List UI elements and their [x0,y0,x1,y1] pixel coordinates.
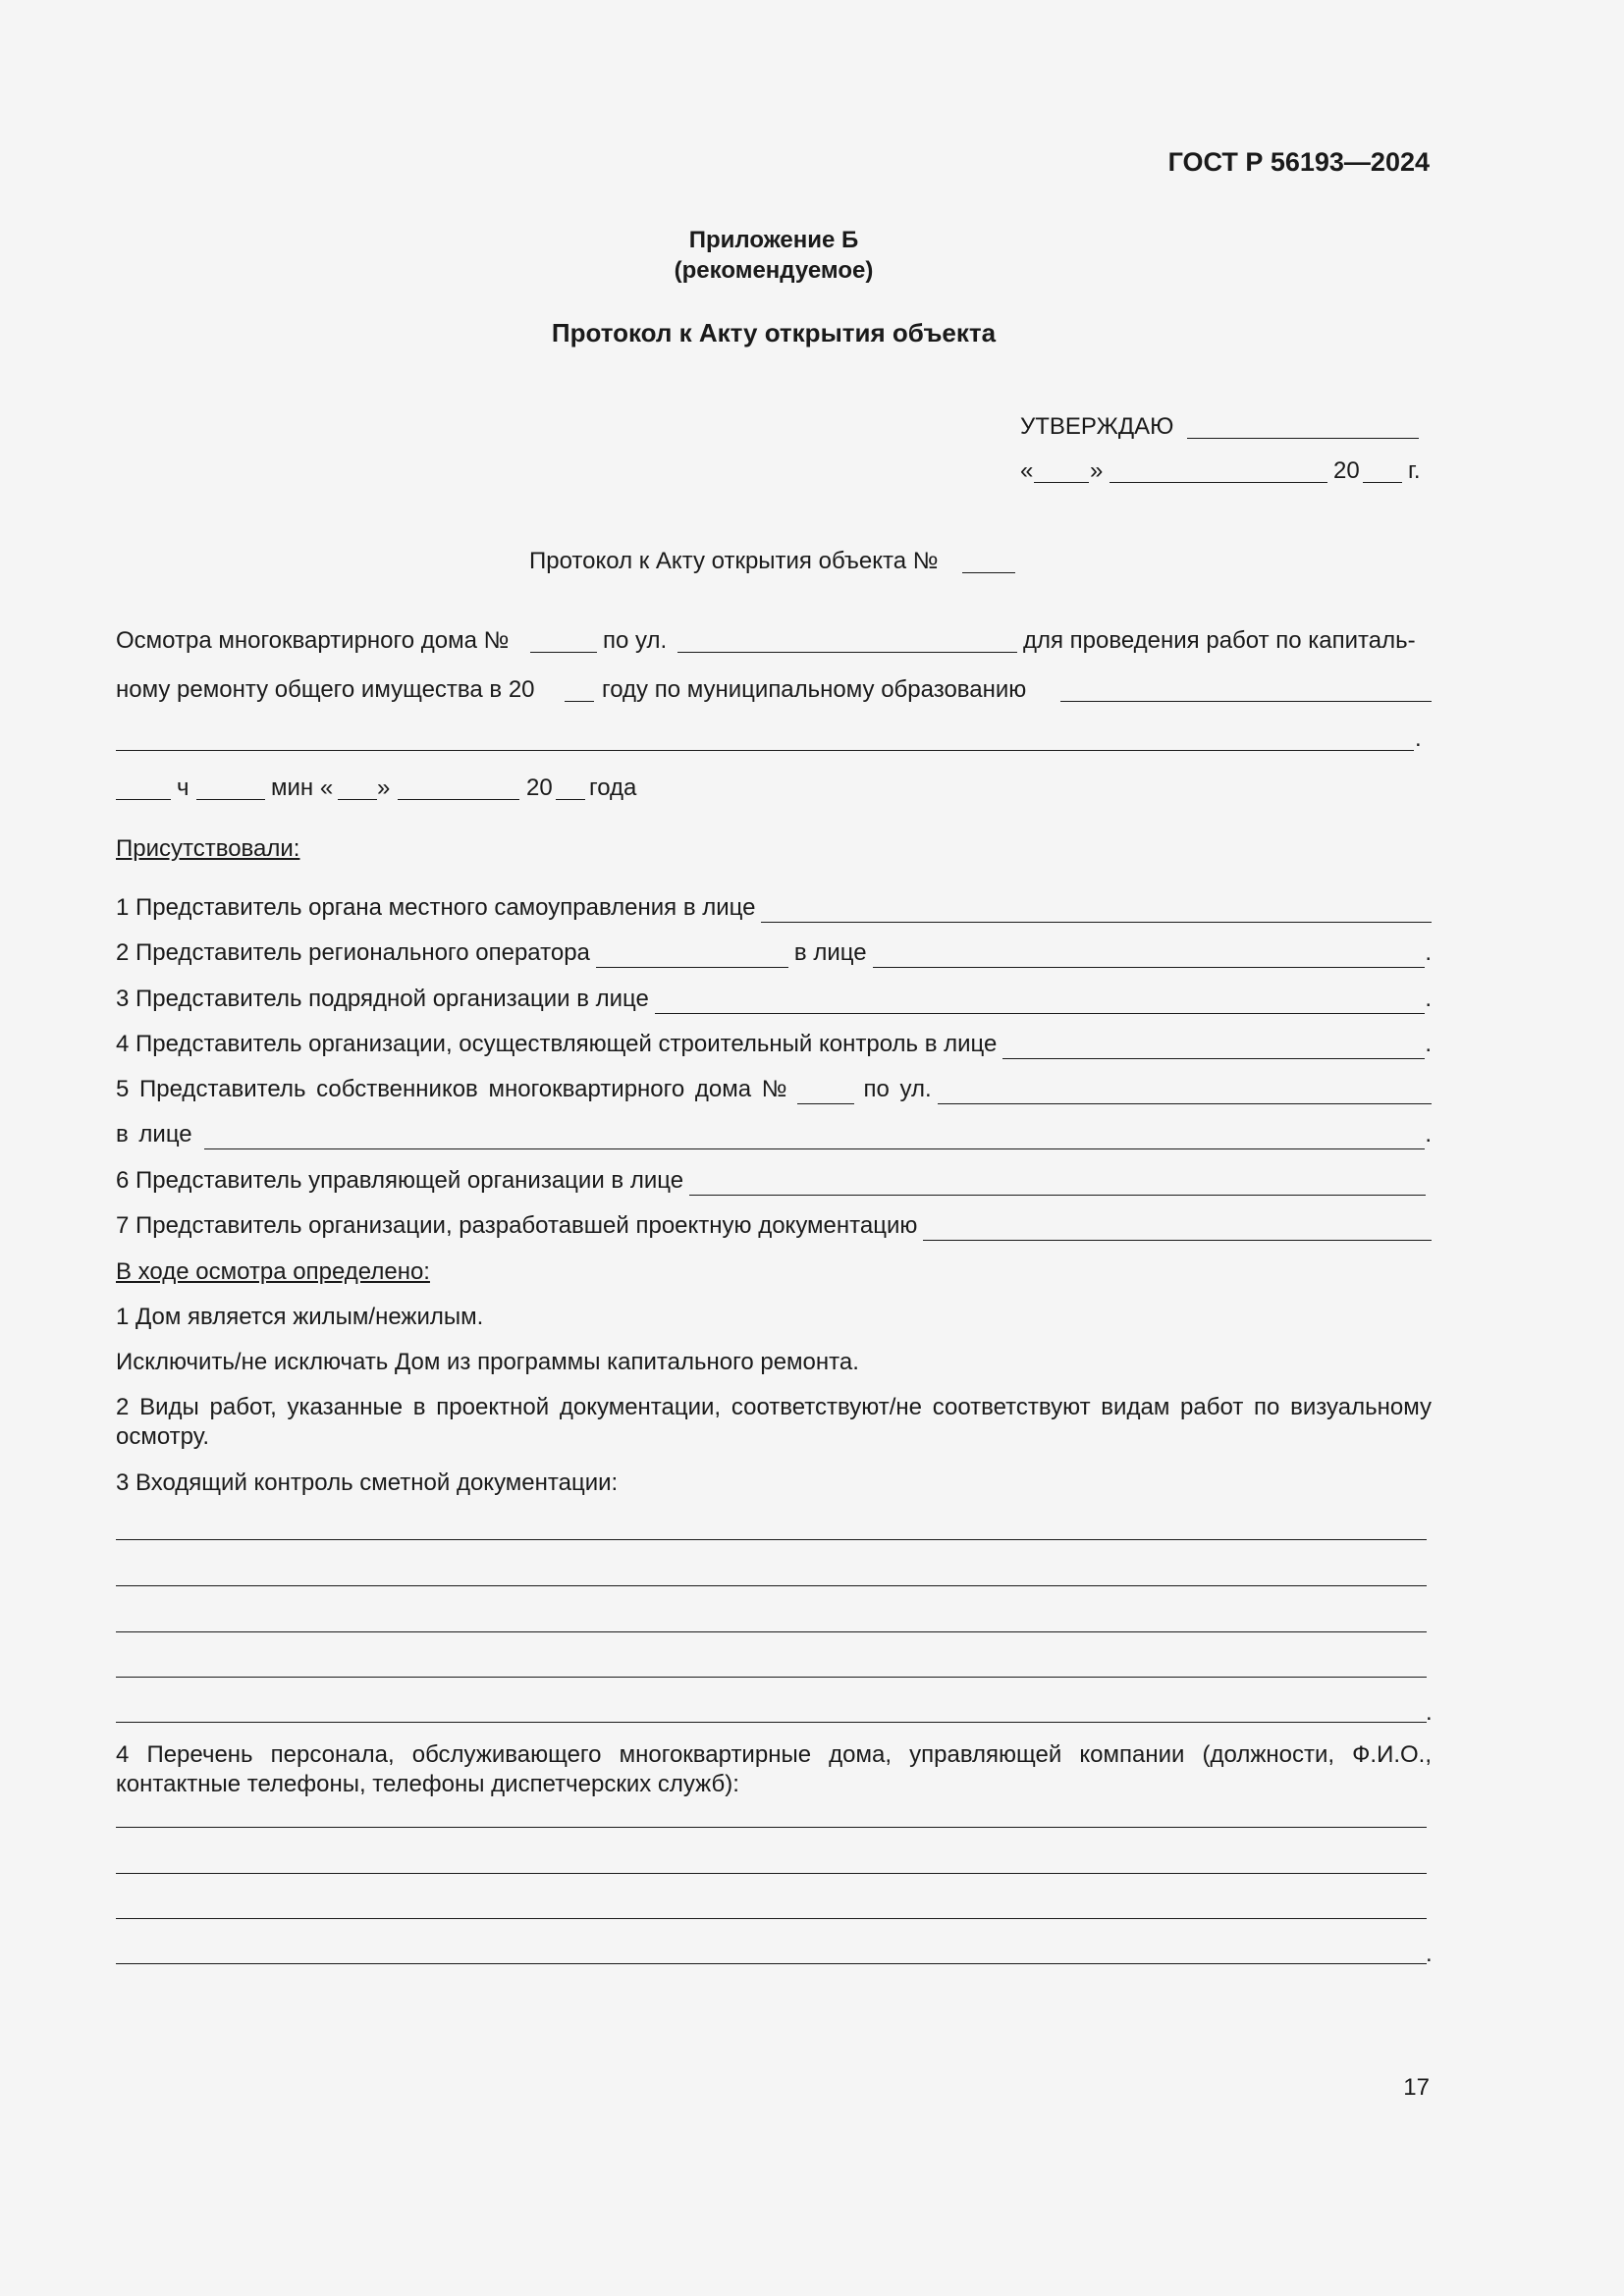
attendee-5-in-person: в лице [116,1121,192,1148]
approve-signature-line [1187,438,1419,439]
finding-4: 4 Перечень персонала, обслуживающего многоквартирные дома, управляющей компании (должности, Ф.И.О., контактные телефоны, телефоны диспетчерских служб): [116,1741,1432,1797]
finding-2: 2 Виды работ, указанные в проектной документации, соответствуют/не соответствуют видам работ по визуальному осмотру. [116,1394,1432,1450]
attendee-7-line [923,1218,1432,1241]
attendee-2-period: . [1425,939,1432,966]
municipality-line-2 [116,750,1414,751]
period-estimate: . [1426,1699,1433,1726]
attendee-3-line [655,991,1425,1014]
appendix-status: (рекомендуемое) [674,257,874,284]
year-digits-line [565,701,594,702]
hours-line [116,799,171,800]
attendee-1-line [761,900,1432,923]
attendee-6-line [689,1173,1426,1196]
attendee-5-cont [116,1120,1432,1149]
hours-label: ч [177,774,189,801]
estimate-line-2 [116,1585,1427,1586]
attendee-2-operator-line [596,945,788,968]
protocol-title: Протокол к Акту открытия объекта № [529,548,939,574]
inspection-text-1: Осмотра многоквартирного дома № [116,627,510,654]
approve-label: УТВЕРЖДАЮ [1020,413,1174,440]
inspection-text-4: ному ремонту общего имущества в 20 [116,676,535,703]
date-day-line [338,799,377,800]
attendee-5-street-line [938,1082,1432,1104]
staff-line-2 [116,1873,1427,1874]
attendee-5-street-label: по ул. [863,1076,932,1102]
attendee-5-label: 5 Представитель собственников многоквартирного дома № [116,1076,787,1102]
period-1: . [1415,725,1422,752]
municipality-line [1060,701,1432,702]
attended-label: Присутствовали: [116,835,300,862]
attendee-4 [116,1030,1432,1059]
attendee-6 [116,1166,1426,1196]
quote-close: » [1090,457,1104,484]
attendee-4-period: . [1425,1031,1432,1057]
page-number: 17 [1403,2074,1430,2101]
date-quote-close: » [377,774,391,801]
year-prefix: 20 [1333,457,1360,484]
estimate-line-5 [116,1722,1427,1723]
date-year-prefix: 20 [526,774,553,801]
attendee-7 [116,1211,1432,1241]
period-staff: . [1426,1941,1433,1967]
attendee-7-label: 7 Представитель организации, разработавшей проектную документацию [116,1212,918,1239]
standard-code: ГОСТ Р 56193—2024 [1167,147,1430,177]
attendee-4-label: 4 Представитель организации, осуществляющей строительный контроль в лице [116,1031,998,1057]
attendee-2-in-person: в лице [793,939,867,966]
estimate-line-3 [116,1631,1427,1632]
attendee-3 [116,985,1432,1014]
date-year-label: года [589,774,637,801]
staff-line-4 [116,1963,1427,1964]
minutes-label: мин « [271,774,334,801]
house-number-line [530,652,597,653]
attendee-4-line [1002,1037,1425,1059]
attendee-2-line [873,945,1426,968]
attendee-2 [116,938,1432,968]
date-year-line [556,799,585,800]
month-line [1110,482,1327,483]
date-month-line [398,799,519,800]
appendix-title: Приложение Б [688,227,859,253]
estimate-line-4 [116,1677,1427,1678]
inspection-text-3: для проведения работ по капиталь- [1023,627,1416,654]
inspection-text-2: по ул. [603,627,668,654]
estimate-line-1 [116,1539,1427,1540]
attendee-1 [116,893,1432,923]
day-line [1034,482,1089,483]
findings-label: В ходе осмотра определено: [116,1258,430,1285]
finding-1-exclude: Исключить/не исключать Дом из программы капитального ремонта. [116,1349,859,1375]
attendee-1-label: 1 Представитель органа местного самоуправления в лице [116,894,756,921]
attendee-2-label: 2 Представитель регионального оператора [116,939,590,966]
year-line [1363,482,1402,483]
year-suffix: г. [1408,457,1421,484]
quote-open: « [1020,457,1034,484]
inspection-text-5: году по муниципальному образованию [602,676,1027,703]
protocol-number-line [962,572,1015,573]
finding-1: 1 Дом является жилым/нежилым. [116,1304,484,1330]
staff-line-3 [116,1918,1427,1919]
attendee-5-house-line [797,1082,854,1104]
attendee-3-label: 3 Представитель подрядной организации в лице [116,986,649,1012]
attendee-5-person-line [204,1127,1426,1149]
attendee-6-label: 6 Представитель управляющей организации в лице [116,1167,684,1194]
protocol-heading: Протокол к Акту открытия объекта [551,318,997,347]
attendee-5 [116,1075,1432,1104]
minutes-line [196,799,265,800]
staff-line-1 [116,1827,1427,1828]
attendee-3-period: . [1425,986,1432,1012]
attendee-5-period: . [1425,1121,1432,1148]
street-line [677,652,1017,653]
finding-3: 3 Входящий контроль сметной документации: [116,1469,619,1496]
